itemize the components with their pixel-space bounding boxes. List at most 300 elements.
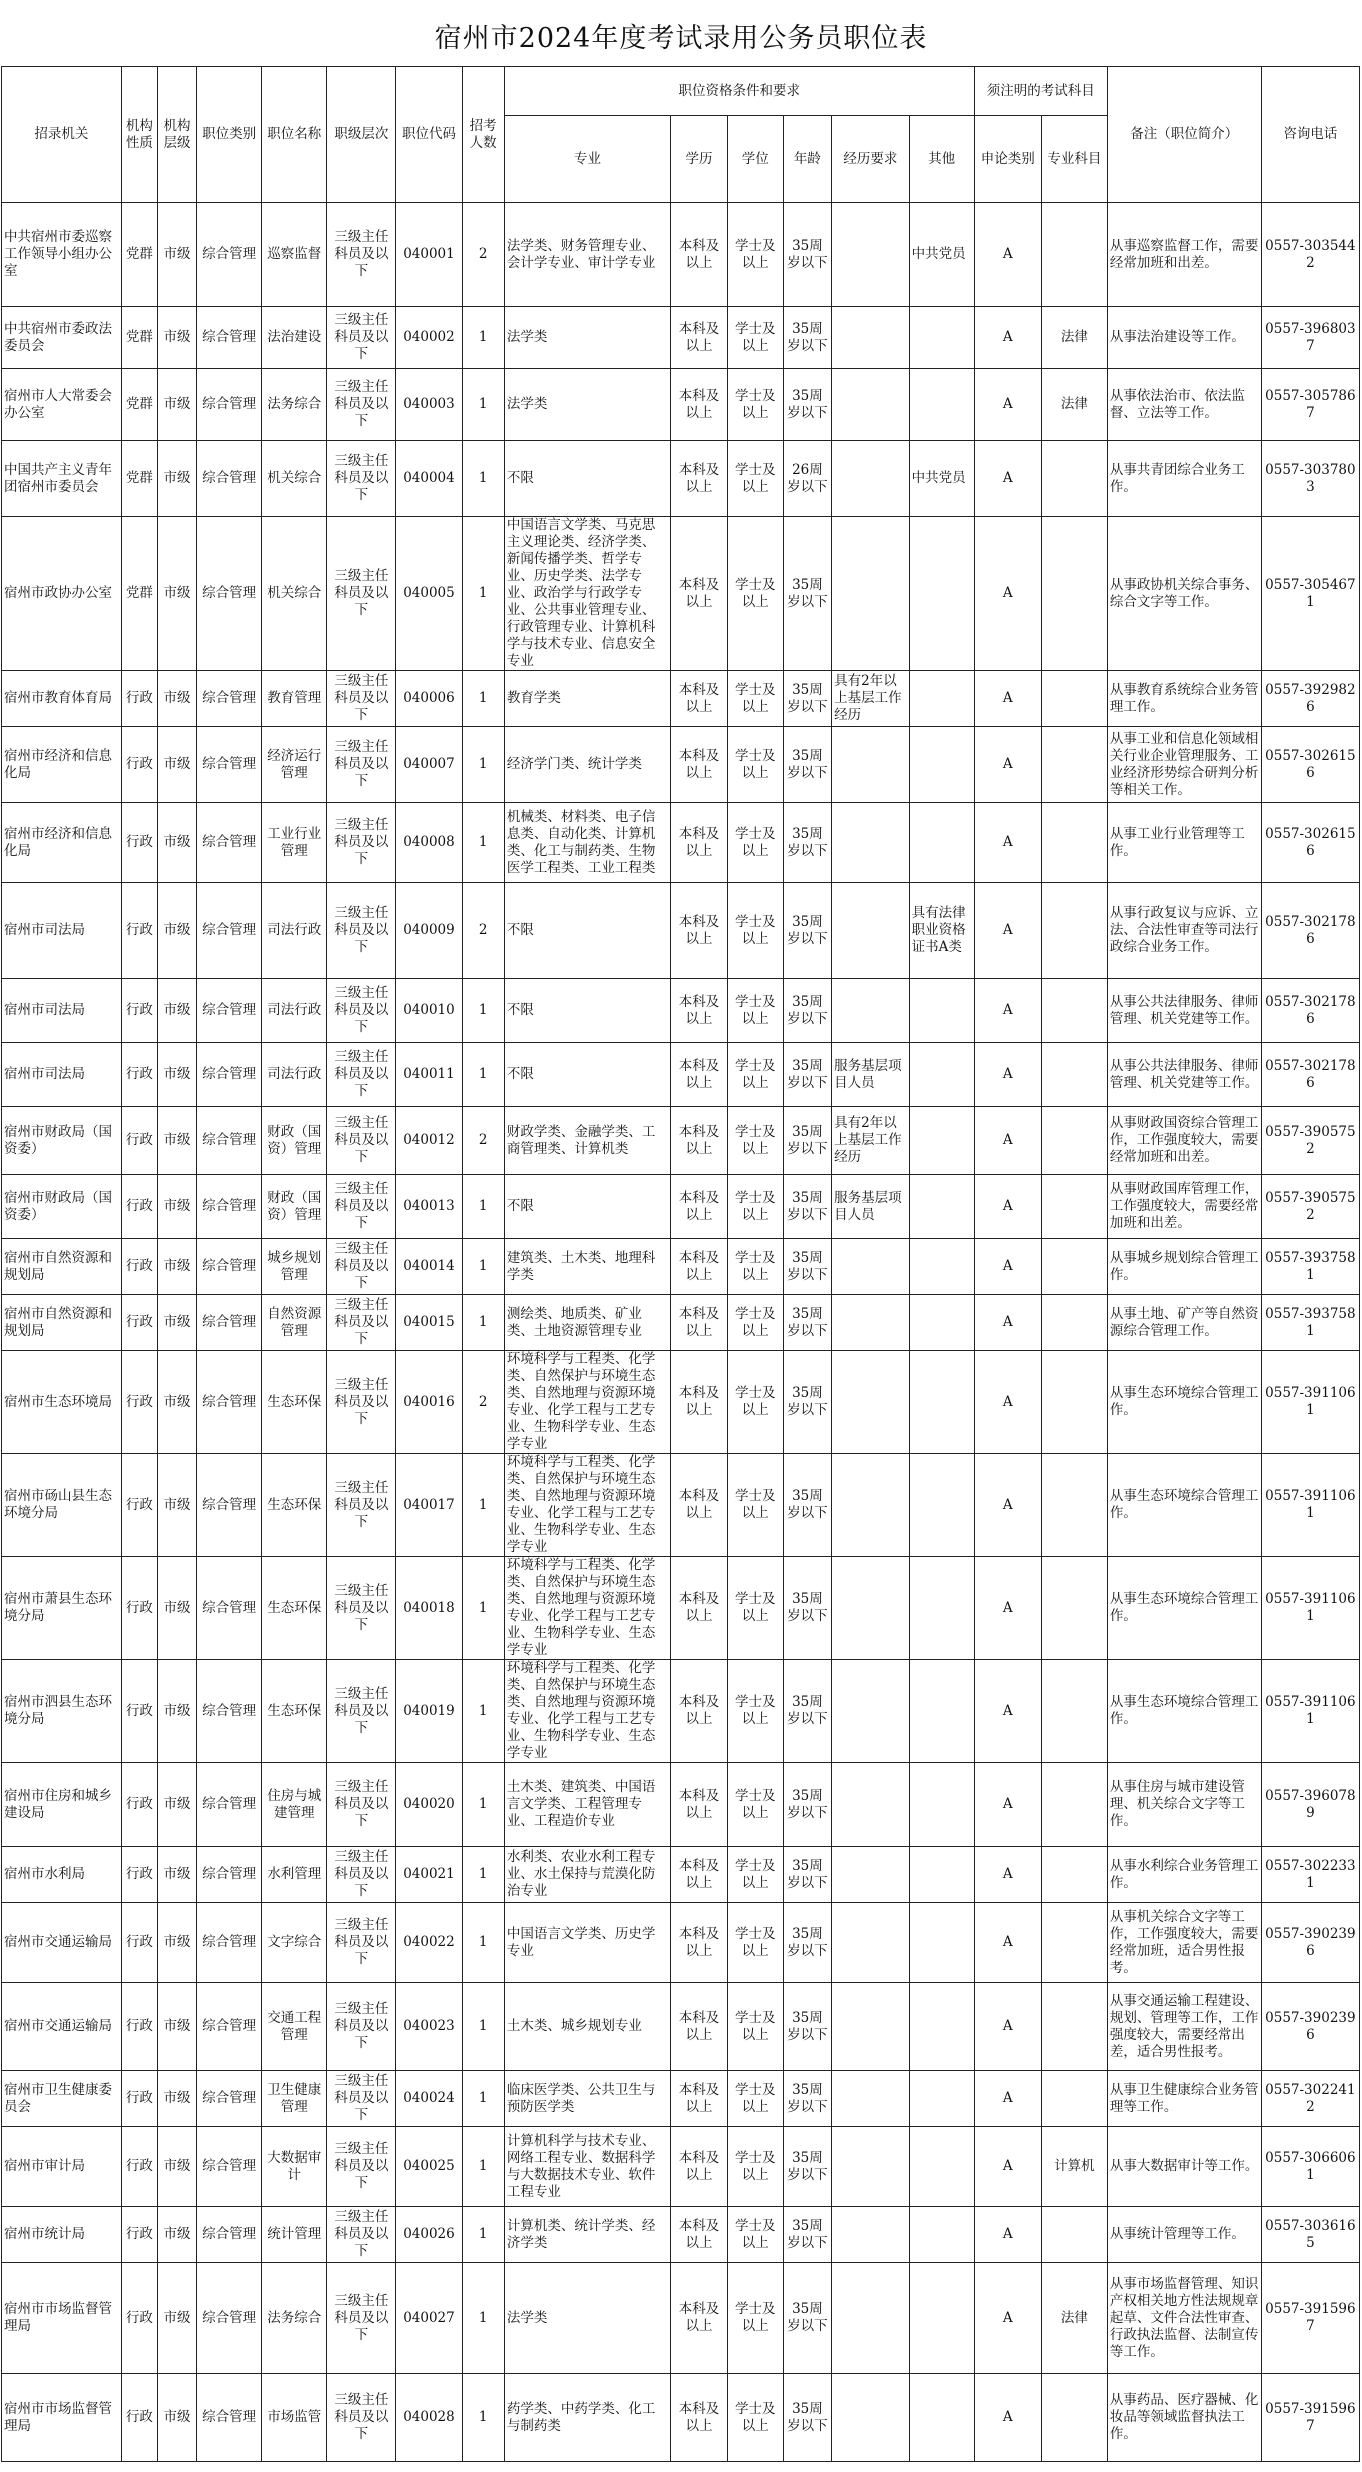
cell-code: 040006 — [396, 671, 462, 727]
cell-other — [909, 2071, 974, 2127]
cell-category: 综合管理 — [197, 671, 262, 727]
cell-essay: A — [974, 369, 1041, 441]
position-table — [1, 66, 1360, 2462]
cell-other — [909, 727, 974, 803]
cell-unit: 宿州市自然资源和规划局 — [2, 1295, 122, 1351]
cell-major: 法学类、财务管理专业、会计学专业、审计学专业 — [504, 203, 670, 307]
cell-phone: 0557-3021786 — [1261, 883, 1359, 979]
cell-nature: 行政 — [121, 1239, 157, 1295]
cell-degree: 学士及以上 — [727, 979, 783, 1043]
cell-age: 35周岁以下 — [783, 1983, 832, 2071]
cell-age: 35周岁以下 — [783, 671, 832, 727]
cell-other — [909, 1107, 974, 1175]
cell-exp: 服务基层项目人员 — [832, 1043, 909, 1107]
header-note: 备注（职位简介） — [1107, 67, 1261, 203]
cell-level: 市级 — [157, 1660, 196, 1763]
cell-major: 水利类、农业水利工程专业、水土保持与荒漠化防治专业 — [504, 1847, 670, 1903]
cell-subject — [1041, 1043, 1107, 1107]
cell-subject — [1041, 1107, 1107, 1175]
cell-code: 040015 — [396, 1295, 462, 1351]
cell-exp — [832, 203, 909, 307]
cell-rank: 三级主任科员及以下 — [327, 1454, 396, 1557]
cell-subject — [1041, 1295, 1107, 1351]
cell-subject — [1041, 2374, 1107, 2462]
cell-count: 1 — [462, 1295, 504, 1351]
cell-nature: 党群 — [121, 369, 157, 441]
cell-count: 1 — [462, 441, 504, 517]
cell-exp — [832, 369, 909, 441]
cell-major: 教育学类 — [504, 671, 670, 727]
cell-age: 35周岁以下 — [783, 2071, 832, 2127]
cell-level: 市级 — [157, 883, 196, 979]
cell-exp — [832, 2071, 909, 2127]
cell-subject — [1041, 803, 1107, 883]
cell-degree: 学士及以上 — [727, 1107, 783, 1175]
cell-other — [909, 671, 974, 727]
cell-nature: 行政 — [121, 1107, 157, 1175]
cell-name: 司法行政 — [262, 1043, 327, 1107]
cell-rank: 三级主任科员及以下 — [327, 203, 396, 307]
cell-phone: 0557-3911061 — [1261, 1557, 1359, 1660]
cell-note: 从事统计管理等工作。 — [1107, 2207, 1261, 2263]
table-row — [2, 2263, 1360, 2374]
cell-name: 教育管理 — [262, 671, 327, 727]
cell-count: 1 — [462, 727, 504, 803]
cell-category: 综合管理 — [197, 369, 262, 441]
cell-exp — [832, 1983, 909, 2071]
cell-level: 市级 — [157, 441, 196, 517]
cell-exp — [832, 883, 909, 979]
cell-age: 26周岁以下 — [783, 441, 832, 517]
cell-code: 040019 — [396, 1660, 462, 1763]
cell-subject: 法律 — [1041, 369, 1107, 441]
cell-name: 统计管理 — [262, 2207, 327, 2263]
cell-name: 财政（国资）管理 — [262, 1107, 327, 1175]
cell-note: 从事大数据审计等工作。 — [1107, 2127, 1261, 2207]
cell-code: 040014 — [396, 1239, 462, 1295]
cell-rank: 三级主任科员及以下 — [327, 307, 396, 369]
cell-edu: 本科及以上 — [671, 307, 728, 369]
cell-note: 从事财政国库管理工作，工作强度较大，需要经常加班和出差。 — [1107, 1175, 1261, 1239]
cell-code: 040016 — [396, 1351, 462, 1454]
cell-other — [909, 1660, 974, 1763]
cell-exp — [832, 1454, 909, 1557]
cell-nature: 党群 — [121, 517, 157, 671]
header-phone: 咨询电话 — [1261, 67, 1359, 203]
cell-phone: 0557-3915967 — [1261, 2374, 1359, 2462]
cell-note: 从事机关综合文字等工作，工作强度较大，需要经常加班，适合男性报考。 — [1107, 1903, 1261, 1983]
cell-phone: 0557-3021786 — [1261, 1043, 1359, 1107]
cell-name: 交通工程管理 — [262, 1983, 327, 2071]
cell-edu: 本科及以上 — [671, 2374, 728, 2462]
cell-other — [909, 1043, 974, 1107]
cell-edu: 本科及以上 — [671, 2071, 728, 2127]
cell-level: 市级 — [157, 1454, 196, 1557]
cell-nature: 党群 — [121, 203, 157, 307]
cell-subject — [1041, 1175, 1107, 1239]
cell-subject — [1041, 2207, 1107, 2263]
cell-degree: 学士及以上 — [727, 1763, 783, 1847]
cell-essay: A — [974, 1043, 1041, 1107]
cell-category: 综合管理 — [197, 2263, 262, 2374]
cell-category: 综合管理 — [197, 1903, 262, 1983]
cell-rank: 三级主任科员及以下 — [327, 1295, 396, 1351]
cell-level: 市级 — [157, 1847, 196, 1903]
cell-exp — [832, 1903, 909, 1983]
cell-major: 土木类、城乡规划专业 — [504, 1983, 670, 2071]
cell-category: 综合管理 — [197, 727, 262, 803]
header-req-group: 职位资格条件和要求 — [504, 67, 974, 116]
cell-degree: 学士及以上 — [727, 2263, 783, 2374]
cell-phone: 0557-3026156 — [1261, 803, 1359, 883]
table-row — [2, 1295, 1360, 1351]
cell-code: 040021 — [396, 1847, 462, 1903]
cell-category: 综合管理 — [197, 883, 262, 979]
cell-exp — [832, 441, 909, 517]
header-exam-group: 须注明的考试科目 — [974, 67, 1107, 116]
cell-unit: 宿州市司法局 — [2, 1043, 122, 1107]
cell-degree: 学士及以上 — [727, 1239, 783, 1295]
cell-rank: 三级主任科员及以下 — [327, 2207, 396, 2263]
cell-count: 1 — [462, 1903, 504, 1983]
cell-edu: 本科及以上 — [671, 1107, 728, 1175]
cell-count: 2 — [462, 883, 504, 979]
cell-other: 具有法律职业资格证书A类 — [909, 883, 974, 979]
table-row — [2, 2374, 1360, 2462]
cell-name: 生态环保 — [262, 1351, 327, 1454]
cell-level: 市级 — [157, 1351, 196, 1454]
cell-subject: 法律 — [1041, 2263, 1107, 2374]
cell-note: 从事交通运输工程建设、规划、管理等工作，工作强度较大，需要经常出差，适合男性报考。 — [1107, 1983, 1261, 2071]
cell-phone: 0557-3902396 — [1261, 1903, 1359, 1983]
cell-level: 市级 — [157, 2374, 196, 2462]
cell-nature: 行政 — [121, 883, 157, 979]
cell-major: 环境科学与工程类、化学类、自然保护与环境生态类、自然地理与资源环境专业、化学工程与工艺专业、生物科学专业、生态学专业 — [504, 1351, 670, 1454]
cell-subject — [1041, 1660, 1107, 1763]
cell-name: 住房与城建管理 — [262, 1763, 327, 1847]
cell-edu: 本科及以上 — [671, 1295, 728, 1351]
cell-category: 综合管理 — [197, 1107, 262, 1175]
cell-note: 从事依法治市、依法监督、立法等工作。 — [1107, 369, 1261, 441]
table-row — [2, 727, 1360, 803]
cell-exp — [832, 1763, 909, 1847]
cell-degree: 学士及以上 — [727, 1043, 783, 1107]
cell-level: 市级 — [157, 1239, 196, 1295]
cell-edu: 本科及以上 — [671, 727, 728, 803]
cell-count: 1 — [462, 1847, 504, 1903]
cell-count: 1 — [462, 979, 504, 1043]
cell-essay: A — [974, 883, 1041, 979]
cell-major: 环境科学与工程类、化学类、自然保护与环境生态类、自然地理与资源环境专业、化学工程与工艺专业、生物科学专业、生态学专业 — [504, 1454, 670, 1557]
cell-other — [909, 1847, 974, 1903]
cell-code: 040009 — [396, 883, 462, 979]
cell-unit: 宿州市生态环境局 — [2, 1351, 122, 1454]
cell-nature: 行政 — [121, 1454, 157, 1557]
cell-rank: 三级主任科员及以下 — [327, 1983, 396, 2071]
cell-unit: 宿州市经济和信息化局 — [2, 727, 122, 803]
cell-nature: 行政 — [121, 1847, 157, 1903]
cell-code: 040008 — [396, 803, 462, 883]
cell-edu: 本科及以上 — [671, 671, 728, 727]
cell-unit: 宿州市交通运输局 — [2, 1903, 122, 1983]
cell-degree: 学士及以上 — [727, 671, 783, 727]
cell-count: 1 — [462, 803, 504, 883]
cell-other — [909, 1454, 974, 1557]
cell-unit: 中共宿州市委政法委员会 — [2, 307, 122, 369]
cell-code: 040023 — [396, 1983, 462, 2071]
cell-count: 1 — [462, 2207, 504, 2263]
cell-count: 1 — [462, 1043, 504, 1107]
cell-unit: 宿州市交通运输局 — [2, 1983, 122, 2071]
cell-degree: 学士及以上 — [727, 1660, 783, 1763]
cell-other: 中共党员 — [909, 441, 974, 517]
cell-rank: 三级主任科员及以下 — [327, 1903, 396, 1983]
cell-subject — [1041, 1557, 1107, 1660]
cell-edu: 本科及以上 — [671, 203, 728, 307]
cell-age: 35周岁以下 — [783, 1043, 832, 1107]
cell-rank: 三级主任科员及以下 — [327, 1107, 396, 1175]
cell-note: 从事生态环境综合管理工作。 — [1107, 1454, 1261, 1557]
cell-category: 综合管理 — [197, 1557, 262, 1660]
header-level: 机构层级 — [157, 67, 196, 203]
table-row — [2, 1557, 1360, 1660]
cell-age: 35周岁以下 — [783, 2263, 832, 2374]
cell-age: 35周岁以下 — [783, 1763, 832, 1847]
cell-count: 1 — [462, 307, 504, 369]
cell-major: 法学类 — [504, 369, 670, 441]
cell-edu: 本科及以上 — [671, 1175, 728, 1239]
cell-count: 1 — [462, 1763, 504, 1847]
cell-category: 综合管理 — [197, 1351, 262, 1454]
cell-name: 工业行业管理 — [262, 803, 327, 883]
cell-phone: 0557-3022412 — [1261, 2071, 1359, 2127]
cell-age: 35周岁以下 — [783, 883, 832, 979]
header-unit: 招录机关 — [2, 67, 122, 203]
cell-category: 综合管理 — [197, 2071, 262, 2127]
cell-rank: 三级主任科员及以下 — [327, 517, 396, 671]
cell-category: 综合管理 — [197, 1175, 262, 1239]
cell-phone: 0557-3037803 — [1261, 441, 1359, 517]
cell-degree: 学士及以上 — [727, 2071, 783, 2127]
cell-category: 综合管理 — [197, 307, 262, 369]
cell-note: 从事财政国资综合管理工作，工作强度较大，需要经常加班和出差。 — [1107, 1107, 1261, 1175]
cell-edu: 本科及以上 — [671, 1763, 728, 1847]
cell-rank: 三级主任科员及以下 — [327, 883, 396, 979]
cell-phone: 0557-3929826 — [1261, 671, 1359, 727]
cell-code: 040001 — [396, 203, 462, 307]
cell-exp — [832, 1660, 909, 1763]
cell-rank: 三级主任科员及以下 — [327, 1847, 396, 1903]
cell-other — [909, 2263, 974, 2374]
table-row — [2, 441, 1360, 517]
cell-category: 综合管理 — [197, 203, 262, 307]
cell-note: 从事城乡规划综合管理工作。 — [1107, 1239, 1261, 1295]
cell-age: 35周岁以下 — [783, 1903, 832, 1983]
cell-degree: 学士及以上 — [727, 307, 783, 369]
cell-edu: 本科及以上 — [671, 441, 728, 517]
cell-phone: 0557-3036165 — [1261, 2207, 1359, 2263]
cell-phone: 0557-3066061 — [1261, 2127, 1359, 2207]
table-row — [2, 1239, 1360, 1295]
cell-nature: 行政 — [121, 671, 157, 727]
cell-name: 司法行政 — [262, 979, 327, 1043]
cell-degree: 学士及以上 — [727, 883, 783, 979]
cell-age: 35周岁以下 — [783, 1454, 832, 1557]
cell-name: 法务综合 — [262, 2263, 327, 2374]
cell-major: 测绘类、地质类、矿业类、土地资源管理专业 — [504, 1295, 670, 1351]
cell-nature: 行政 — [121, 2263, 157, 2374]
cell-phone: 0557-3915967 — [1261, 2263, 1359, 2374]
cell-major: 经济学门类、统计学类 — [504, 727, 670, 803]
header-edu: 学历 — [671, 116, 728, 203]
cell-edu: 本科及以上 — [671, 1239, 728, 1295]
cell-count: 1 — [462, 671, 504, 727]
table-row — [2, 803, 1360, 883]
cell-nature: 行政 — [121, 1043, 157, 1107]
cell-essay: A — [974, 1660, 1041, 1763]
cell-unit: 宿州市泗县生态环境分局 — [2, 1660, 122, 1763]
cell-name: 司法行政 — [262, 883, 327, 979]
cell-major: 机械类、材料类、电子信息类、自动化类、计算机类、化工与制药类、生物医学工程类、工业工程类 — [504, 803, 670, 883]
cell-count: 1 — [462, 369, 504, 441]
cell-degree: 学士及以上 — [727, 441, 783, 517]
cell-essay: A — [974, 1351, 1041, 1454]
cell-degree: 学士及以上 — [727, 1351, 783, 1454]
cell-nature: 行政 — [121, 2127, 157, 2207]
cell-degree: 学士及以上 — [727, 1983, 783, 2071]
cell-code: 040007 — [396, 727, 462, 803]
cell-other — [909, 517, 974, 671]
cell-essay: A — [974, 1903, 1041, 1983]
cell-edu: 本科及以上 — [671, 1847, 728, 1903]
cell-phone: 0557-3026156 — [1261, 727, 1359, 803]
cell-code: 040013 — [396, 1175, 462, 1239]
cell-subject — [1041, 441, 1107, 517]
cell-exp — [832, 2263, 909, 2374]
cell-category: 综合管理 — [197, 1454, 262, 1557]
cell-code: 040025 — [396, 2127, 462, 2207]
cell-level: 市级 — [157, 2263, 196, 2374]
cell-other — [909, 369, 974, 441]
cell-category: 综合管理 — [197, 1043, 262, 1107]
cell-major: 环境科学与工程类、化学类、自然保护与环境生态类、自然地理与资源环境专业、化学工程与工艺专业、生物科学专业、生态学专业 — [504, 1557, 670, 1660]
cell-exp — [832, 727, 909, 803]
cell-subject: 法律 — [1041, 307, 1107, 369]
cell-age: 35周岁以下 — [783, 517, 832, 671]
cell-note: 从事行政复议与应诉、立法、合法性审查等司法行政综合业务工作。 — [1107, 883, 1261, 979]
cell-phone: 0557-3911061 — [1261, 1351, 1359, 1454]
cell-other — [909, 1295, 974, 1351]
cell-age: 35周岁以下 — [783, 1351, 832, 1454]
cell-note: 从事教育系统综合业务管理工作。 — [1107, 671, 1261, 727]
cell-code: 040020 — [396, 1763, 462, 1847]
cell-age: 35周岁以下 — [783, 2207, 832, 2263]
cell-degree: 学士及以上 — [727, 1847, 783, 1903]
cell-level: 市级 — [157, 203, 196, 307]
cell-other — [909, 307, 974, 369]
cell-level: 市级 — [157, 2071, 196, 2127]
cell-other — [909, 1903, 974, 1983]
cell-unit: 宿州市财政局（国资委） — [2, 1175, 122, 1239]
cell-level: 市级 — [157, 671, 196, 727]
cell-phone: 0557-3021786 — [1261, 979, 1359, 1043]
cell-degree: 学士及以上 — [727, 1454, 783, 1557]
cell-phone: 0557-3035442 — [1261, 203, 1359, 307]
cell-level: 市级 — [157, 1557, 196, 1660]
header-category: 职位类别 — [197, 67, 262, 203]
cell-code: 040027 — [396, 2263, 462, 2374]
cell-essay: A — [974, 2071, 1041, 2127]
cell-code: 040003 — [396, 369, 462, 441]
cell-essay: A — [974, 1175, 1041, 1239]
cell-age: 35周岁以下 — [783, 2374, 832, 2462]
cell-major: 法学类 — [504, 2263, 670, 2374]
cell-code: 040004 — [396, 441, 462, 517]
cell-rank: 三级主任科员及以下 — [327, 1660, 396, 1763]
cell-rank: 三级主任科员及以下 — [327, 671, 396, 727]
table-row — [2, 1763, 1360, 1847]
cell-name: 经济运行管理 — [262, 727, 327, 803]
cell-major: 环境科学与工程类、化学类、自然保护与环境生态类、自然地理与资源环境专业、化学工程与工艺专业、生物科学专业、生态学专业 — [504, 1660, 670, 1763]
cell-unit: 宿州市市场监督管理局 — [2, 2263, 122, 2374]
cell-level: 市级 — [157, 1295, 196, 1351]
cell-nature: 行政 — [121, 803, 157, 883]
cell-category: 综合管理 — [197, 517, 262, 671]
cell-age: 35周岁以下 — [783, 727, 832, 803]
table-row — [2, 2127, 1360, 2207]
cell-exp — [832, 2207, 909, 2263]
cell-major: 不限 — [504, 883, 670, 979]
cell-phone: 0557-3968037 — [1261, 307, 1359, 369]
cell-name: 生态环保 — [262, 1454, 327, 1557]
cell-phone: 0557-3960789 — [1261, 1763, 1359, 1847]
cell-note: 从事卫生健康综合业务管理等工作。 — [1107, 2071, 1261, 2127]
cell-major: 建筑类、土木类、地理科学类 — [504, 1239, 670, 1295]
cell-rank: 三级主任科员及以下 — [327, 803, 396, 883]
table-row — [2, 369, 1360, 441]
cell-degree: 学士及以上 — [727, 1295, 783, 1351]
cell-nature: 党群 — [121, 441, 157, 517]
cell-essay: A — [974, 2263, 1041, 2374]
page-title: 宿州市2024年度考试录用公务员职位表 — [434, 23, 928, 54]
cell-unit: 宿州市人大常委会办公室 — [2, 369, 122, 441]
cell-phone: 0557-3054671 — [1261, 517, 1359, 671]
cell-nature: 行政 — [121, 1660, 157, 1763]
cell-unit: 宿州市教育体育局 — [2, 671, 122, 727]
cell-other — [909, 1239, 974, 1295]
cell-nature: 行政 — [121, 979, 157, 1043]
cell-subject — [1041, 727, 1107, 803]
cell-category: 综合管理 — [197, 2207, 262, 2263]
cell-note: 从事生态环境综合管理工作。 — [1107, 1660, 1261, 1763]
cell-name: 水利管理 — [262, 1847, 327, 1903]
cell-rank: 三级主任科员及以下 — [327, 979, 396, 1043]
cell-unit: 宿州市自然资源和规划局 — [2, 1239, 122, 1295]
cell-code: 040010 — [396, 979, 462, 1043]
table-row — [2, 1983, 1360, 2071]
cell-age: 35周岁以下 — [783, 1660, 832, 1763]
cell-unit: 宿州市水利局 — [2, 1847, 122, 1903]
cell-other — [909, 1983, 974, 2071]
cell-rank: 三级主任科员及以下 — [327, 2374, 396, 2462]
cell-edu: 本科及以上 — [671, 2263, 728, 2374]
cell-other — [909, 803, 974, 883]
cell-level: 市级 — [157, 1983, 196, 2071]
cell-age: 35周岁以下 — [783, 1175, 832, 1239]
cell-unit: 宿州市市场监督管理局 — [2, 2374, 122, 2462]
cell-phone: 0557-3905752 — [1261, 1107, 1359, 1175]
cell-count: 1 — [462, 2263, 504, 2374]
